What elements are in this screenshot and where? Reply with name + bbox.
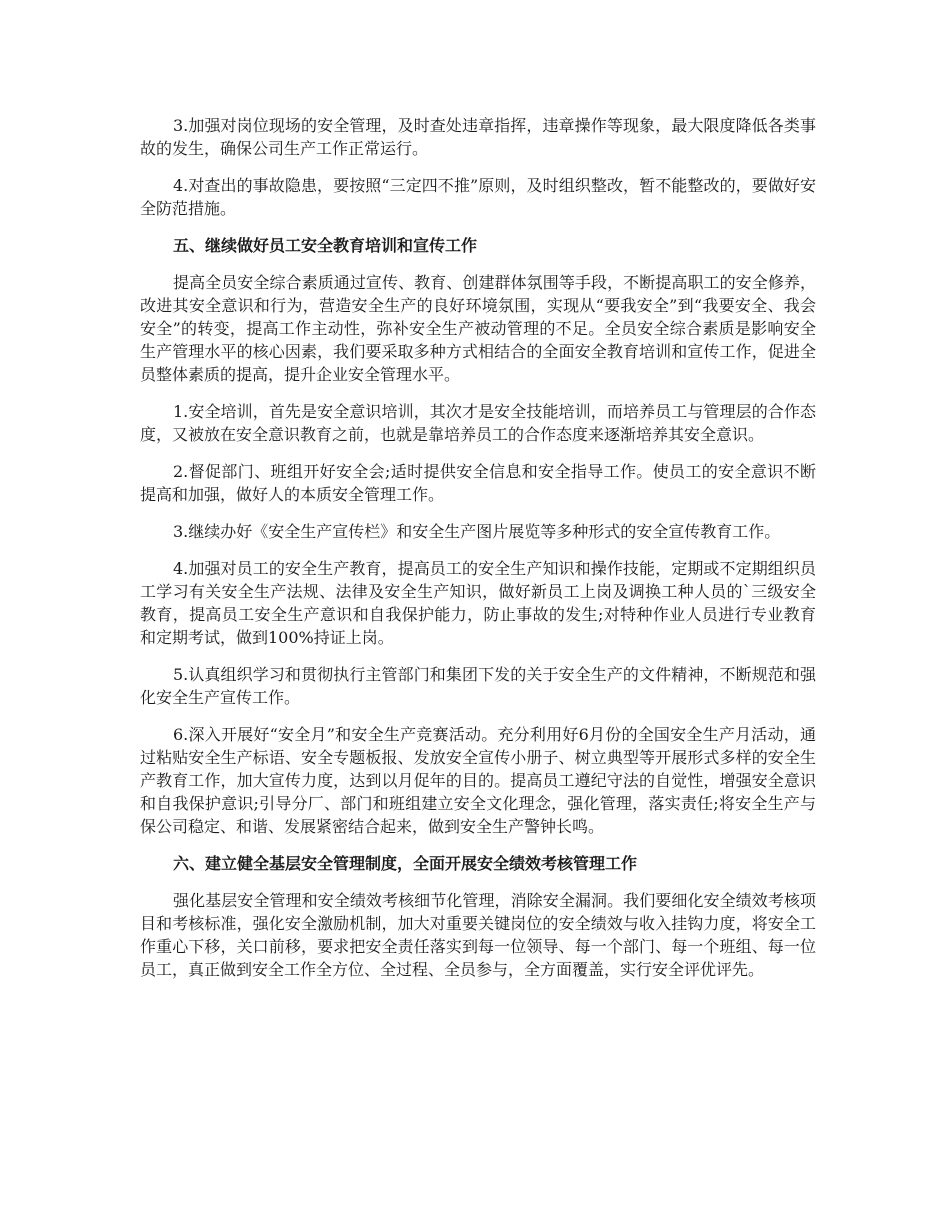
paragraph-section-5-intro: 提高全员安全综合素质通过宣传、教育、创建群体氛围等手段，不断提高职工的安全修养，改进其安全意识和行为，营造安全生产的良好环境氛围，实现从“要我安全”到“我要安全、我会安全”的转变，提高工作主动性，弥补安全生产被动管理的不足。全员安全综合素质是影响安全生产管理水平的核心因素，我们要采取多种方式相结合的全面安全教育培训和宣传工作，促进全员整体素质的提高，提升企业安全管理水平。 xyxy=(140,273,816,384)
paragraph-3-bulletin-board: 3.继续办好《安全生产宣传栏》和安全生产图片展览等多种形式的安全宣传教育工作。 xyxy=(173,522,781,541)
section-heading-5: 五、继续做好员工安全教育培训和宣传工作 xyxy=(173,236,478,255)
paragraph-4-employee-education: 4.加强对员工的安全生产教育，提高员工的安全生产知识和操作技能，定期或不定期组织员工学习有关安全生产法规、法律及安全生产知识，做好新员工上岗及调换工种人员的`三级安全教育，提高员工安全生产意识和自我保护能力，防止事故的发生;对特种作业人员进行专业教育和定期考试，做到100%持证上岗。 xyxy=(140,559,816,647)
paragraph-1-safety-training: 1.安全培训，首先是安全意识培训，其次才是安全技能培训，而培养员工与管理层的合作态度，又被放在安全意识教育之前，也就是靠培养员工的合作态度来逐渐培养其安全意识。 xyxy=(140,402,816,444)
paragraph-3-site-management: 3.加强对岗位现场的安全管理，及时查处违章指挥，违章操作等现象，最大限度降低各类事故的发生，确保公司生产工作正常运行。 xyxy=(140,116,816,158)
paragraph-section-6-body: 强化基层安全管理和安全绩效考核细节化管理，消除安全漏洞。我们要细化安全绩效考核项目和考核标准，强化安全激励机制，加大对重要关键岗位的安全绩效与收入挂钩力度，将安全工作重心下移，关口前移，要求把安全责任落实到每一位领导、每一个部门、每一个班组、每一位员工，真正做到安全工作全方位、全过程、全员参与，全方面覆盖，实行安全评优评先。 xyxy=(140,891,816,979)
paragraph-6-safety-month: 6.深入开展好“安全月”和安全生产竞赛活动。充分利用好6月份的全国安全生产月活动，通过粘贴安全生产标语、安全专题板报、发放安全宣传小册子、树立典型等开展形式多样的安全生产教育工作，加大宣传力度，达到以月促年的目的。提高员工遵纪守法的自觉性，增强安全意识和自我保护意识;引导分厂、部门和班组建立安全文化理念，强化管理，落实责任;将安全生产与保公司稳定、和谐、发展紧密结合起来，做到安全生产警钟长鸣。 xyxy=(140,725,816,836)
paragraph-4-hazard-rectification: 4.对查出的事故隐患，要按照“三定四不推”原则，及时组织整改，暂不能整改的，要做好安全防范措施。 xyxy=(140,176,816,218)
section-heading-6: 六、建立健全基层安全管理制度，全面开展安全绩效考核管理工作 xyxy=(173,854,638,873)
document-page xyxy=(140,114,816,995)
paragraph-2-safety-meetings: 2.督促部门、班组开好安全会;适时提供安全信息和安全指导工作。使员工的安全意识不断提高和加强，做好人的本质安全管理工作。 xyxy=(140,462,816,504)
paragraph-5-document-study: 5.认真组织学习和贯彻执行主管部门和集团下发的关于安全生产的文件精神，不断规范和强化安全生产宣传工作。 xyxy=(140,665,816,707)
